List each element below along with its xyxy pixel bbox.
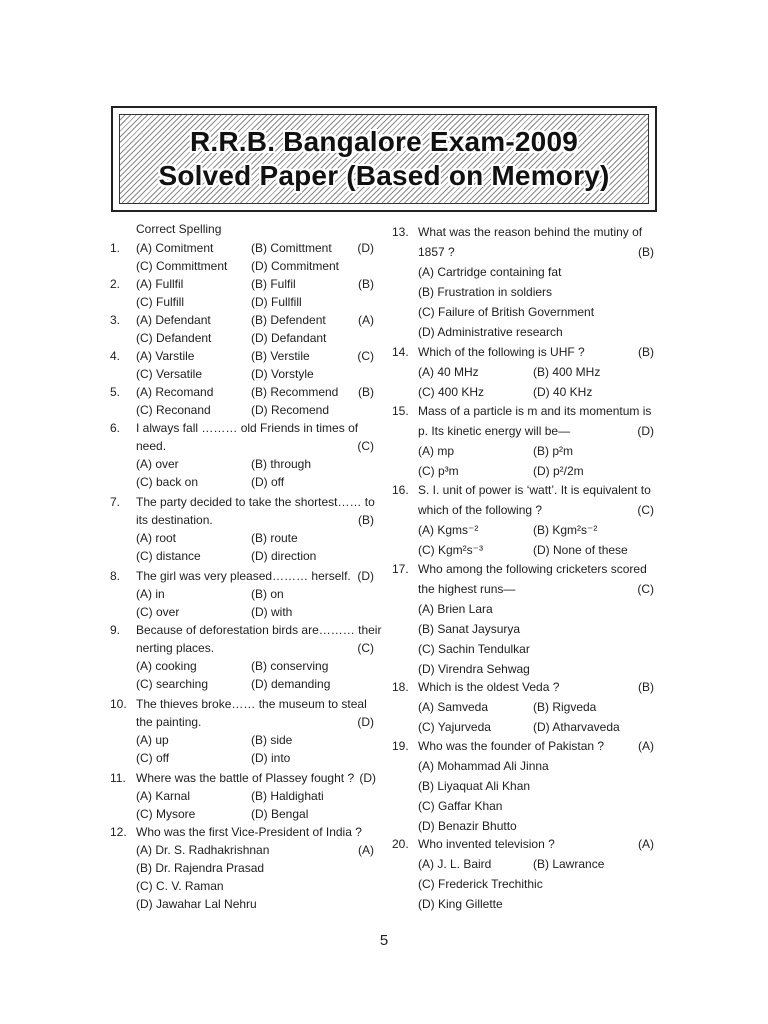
option-b: (B) 400 MHz — [533, 365, 601, 379]
option-d: (D) off — [251, 475, 285, 489]
answer-key: (D) — [359, 771, 376, 785]
option-d: (D) King Gillette — [418, 897, 503, 911]
answer-key: (C) — [357, 439, 374, 453]
option-b: (B) Verstile — [251, 349, 310, 363]
answer-key: (A) — [638, 739, 654, 753]
question-number: 12. — [110, 825, 127, 839]
question-number: 14. — [392, 345, 409, 359]
question-text: The party decided to take the shortest…… to — [136, 495, 375, 509]
option-b: (B) route — [251, 531, 298, 545]
question-text: The girl was very pleased……… herself. — [136, 569, 351, 583]
option-b: (B) Lawrance — [533, 857, 605, 871]
option-c: (C) back on — [136, 475, 199, 489]
option-a: (A) Defendant — [136, 313, 211, 327]
option-a: (A) Brien Lara — [418, 602, 493, 616]
answer-key: (B) — [638, 345, 654, 359]
option-d: (D) None of these — [533, 543, 628, 557]
question-text: I always fall ……… old Friends in times of — [136, 421, 359, 435]
option-d: (D) Recomend — [251, 403, 330, 417]
option-c: (C) Yajurveda — [418, 720, 491, 734]
question-text-cont: 1857 ? — [418, 245, 455, 259]
question-text: Who invented television ? — [418, 837, 555, 851]
answer-key: (A) — [358, 843, 374, 857]
option-a: (A) J. L. Baird — [418, 857, 492, 871]
option-d: (D) Atharvaveda — [533, 720, 620, 734]
question-number: 10. — [110, 697, 127, 711]
option-d: (D) Bengal — [251, 807, 309, 821]
question-number: 6. — [110, 421, 121, 435]
question-number: 4. — [110, 349, 121, 363]
answer-key: (C) — [357, 641, 374, 655]
question-2 — [110, 275, 378, 311]
answer-key: (B) — [358, 277, 374, 291]
section-heading: Correct Spelling — [136, 222, 222, 236]
option-a: (A) cooking — [136, 659, 197, 673]
option-a: (A) Mohammad Ali Jinna — [418, 759, 549, 773]
option-a: (A) mp — [418, 444, 454, 458]
option-a: (A) up — [136, 733, 169, 747]
option-d: (D) Administrative research — [418, 325, 563, 339]
question-6 — [110, 419, 378, 491]
option-b: (B) Comittment — [251, 241, 332, 255]
question-number: 3. — [110, 313, 121, 327]
option-a: (A) over — [136, 457, 179, 471]
title-banner — [111, 106, 657, 212]
option-d: (D) 40 KHz — [533, 385, 593, 399]
question-text-cont: the highest runs— — [418, 582, 516, 596]
question-number: 11. — [110, 771, 126, 785]
option-d: (D) Fullfill — [251, 295, 302, 309]
question-11 — [110, 769, 378, 823]
question-text: Which of the following is UHF ? — [418, 345, 585, 359]
option-b: (B) through — [251, 457, 312, 471]
answer-key: (D) — [637, 424, 654, 438]
option-d: (D) with — [251, 605, 293, 619]
question-number: 1. — [110, 241, 121, 255]
question-text: Which is the oldest Veda ? — [418, 680, 560, 694]
question-number: 19. — [392, 739, 409, 753]
option-c: (C) C. V. Raman — [136, 879, 224, 893]
question-text: Because of deforestation birds are……… their — [136, 623, 382, 637]
option-b: (B) Liyaquat Ali Khan — [418, 779, 531, 793]
option-c: (C) over — [136, 605, 180, 619]
question-8 — [110, 567, 378, 621]
answer-key: (C) — [637, 503, 654, 517]
page-number: 5 — [379, 932, 389, 949]
option-d: (D) p²/2m — [533, 464, 584, 478]
option-a: (A) 40 MHz — [418, 365, 479, 379]
option-a: (A) root — [136, 531, 177, 545]
question-18 — [392, 678, 658, 738]
question-number: 17. — [392, 562, 409, 576]
answer-key: (B) — [358, 385, 374, 399]
question-number: 7. — [110, 495, 121, 509]
option-c: (C) Gaffar Khan — [418, 799, 503, 813]
option-a: (A) Recomand — [136, 385, 214, 399]
title-banner-hatch — [119, 114, 649, 204]
question-number: 16. — [392, 483, 409, 497]
question-number: 8. — [110, 569, 121, 583]
option-d: (D) Defandant — [251, 331, 327, 345]
question-17 — [392, 560, 658, 680]
question-13 — [392, 223, 658, 343]
option-b: (B) on — [251, 587, 284, 601]
banner-title-line-1: R.R.B. Bangalore Exam-2009 — [189, 126, 578, 157]
option-d: (D) Vorstyle — [251, 367, 314, 381]
question-12 — [110, 823, 378, 913]
option-b: (B) Recommend — [251, 385, 339, 399]
question-text: What was the reason behind the mutiny of — [418, 225, 643, 239]
option-c: (C) Sachin Tendulkar — [418, 642, 530, 656]
option-b: (B) Frustration in soldiers — [418, 285, 553, 299]
option-c: (C) Mysore — [136, 807, 196, 821]
question-3 — [110, 311, 378, 347]
banner-title-line-2: Solved Paper (Based on Memory) — [158, 160, 610, 191]
question-text: Who among the following cricketers scored — [418, 562, 647, 576]
question-number: 2. — [110, 277, 121, 291]
option-a: (A) Comitment — [136, 241, 214, 255]
option-c: (C) p³m — [418, 464, 459, 478]
option-d: (D) into — [251, 751, 291, 765]
option-a: (A) Samveda — [418, 700, 489, 714]
option-d: (D) Benazir Bhutto — [418, 819, 517, 833]
option-c: (C) Defandent — [136, 331, 212, 345]
option-d: (D) Commitment — [251, 259, 340, 273]
option-b: (B) Rigveda — [533, 700, 597, 714]
question-number: 13. — [392, 225, 409, 239]
question-text: S. I. unit of power is ‘watt’. It is equivalent to — [418, 483, 651, 497]
option-b: (B) p²m — [533, 444, 573, 458]
option-c: (C) searching — [136, 677, 209, 691]
option-b: (B) Haldighati — [251, 789, 324, 803]
question-text-cont: need. — [136, 439, 167, 453]
question-text: Who was the founder of Pakistan ? — [418, 739, 605, 753]
question-1 — [110, 239, 378, 275]
answer-key: (D) — [357, 715, 374, 729]
option-a: (A) Dr. S. Radhakrishnan — [136, 843, 270, 857]
question-20 — [392, 835, 658, 915]
question-text: Who was the first Vice-President of India ? — [136, 825, 362, 839]
option-c: (C) off — [136, 751, 170, 765]
answer-key: (C) — [357, 349, 374, 363]
question-7 — [110, 493, 378, 565]
option-c: (C) distance — [136, 549, 201, 563]
option-b: (B) Defendent — [251, 313, 326, 327]
option-c: (C) 400 KHz — [418, 385, 485, 399]
option-b: (B) Sanat Jaysurya — [418, 622, 521, 636]
option-a: (A) Fullfil — [136, 277, 184, 291]
question-number: 18. — [392, 680, 409, 694]
option-c: (C) Reconand — [136, 403, 211, 417]
option-a: (A) Varstile — [136, 349, 195, 363]
answer-key: (B) — [638, 245, 654, 259]
option-b: (B) side — [251, 733, 293, 747]
option-b: (B) conserving — [251, 659, 329, 673]
question-16 — [392, 481, 658, 561]
question-text-cont: its destination. — [136, 513, 213, 527]
option-c: (C) Committment — [136, 259, 228, 273]
question-text-cont: p. Its kinetic energy will be— — [418, 424, 571, 438]
answer-key: (A) — [638, 837, 654, 851]
question-number: 5. — [110, 385, 121, 399]
option-c: (C) Kgm²s⁻³ — [418, 543, 483, 557]
option-c: (C) Failure of British Government — [418, 305, 595, 319]
option-a: (A) Cartridge containing fat — [418, 265, 562, 279]
answer-key: (B) — [638, 680, 654, 694]
answer-key: (D) — [357, 569, 374, 583]
question-number: 15. — [392, 404, 409, 418]
question-text-cont: the painting. — [136, 715, 202, 729]
question-10 — [110, 695, 378, 767]
question-text: Mass of a particle is m and its momentum is — [418, 404, 652, 418]
option-c: (C) Versatile — [136, 367, 203, 381]
answer-key: (B) — [358, 513, 374, 527]
answer-key: (A) — [358, 313, 374, 327]
question-number: 20. — [392, 837, 409, 851]
question-19 — [392, 737, 658, 837]
option-c: (C) Fulfill — [136, 295, 184, 309]
question-text-cont: which of the following ? — [418, 503, 543, 517]
option-d: (D) Virendra Sehwag — [418, 662, 530, 676]
question-text-cont: nerting places. — [136, 641, 215, 655]
question-number: 9. — [110, 623, 121, 637]
question-15 — [392, 402, 658, 482]
option-b: (B) Kgm²s⁻² — [533, 523, 598, 537]
option-b: (B) Fulfil — [251, 277, 296, 291]
option-a: (A) in — [136, 587, 165, 601]
question-9 — [110, 621, 382, 693]
option-a: (A) Karnal — [136, 789, 191, 803]
question-14 — [392, 343, 658, 403]
answer-key: (C) — [637, 582, 654, 596]
option-d: (D) direction — [251, 549, 317, 563]
question-4 — [110, 347, 378, 383]
question-text: Where was the battle of Plassey fought ? — [136, 771, 355, 785]
option-d: (D) demanding — [251, 677, 331, 691]
question-5 — [110, 383, 378, 419]
question-text: The thieves broke…… the museum to steal — [136, 697, 367, 711]
option-c: (C) Frederick Trechithic — [418, 877, 543, 891]
option-a: (A) Kgms⁻² — [418, 523, 479, 537]
option-d: (D) Jawahar Lal Nehru — [136, 897, 257, 911]
option-b: (B) Dr. Rajendra Prasad — [136, 861, 265, 875]
answer-key: (D) — [357, 241, 374, 255]
